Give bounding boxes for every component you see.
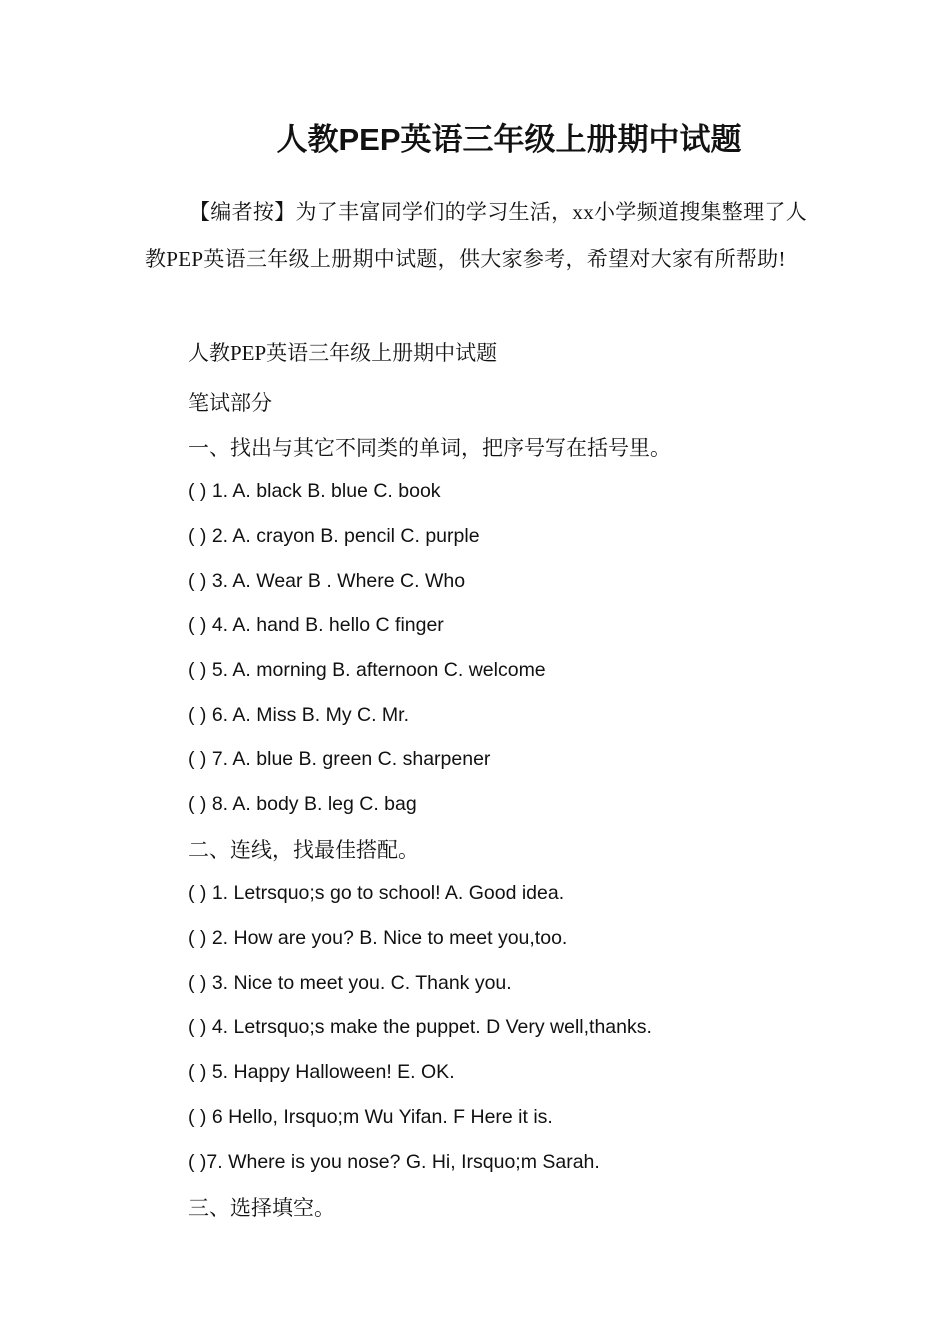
section-2-question: ( ) 1. Letrsquo;s go to school! A. Good idea. [188,882,565,904]
section-1-heading: 一、找出与其它不同类的单词，把序号写在括号里。 [188,436,671,460]
section-2-question: ( ) 4. Letrsquo;s make the puppet. D Very well,thanks. [188,1016,652,1038]
section-1-question: ( ) 7. A. blue B. green C. sharpener [188,748,491,770]
document-title: 人教PEP英语三年级上册期中试题 [276,122,742,157]
section-3-heading: 三、选择填空。 [188,1196,335,1220]
section-1-question: ( ) 3. A. Wear B . Where C. Who [188,570,466,592]
section-2-question: ( ) 3. Nice to meet you. C. Thank you. [188,972,512,994]
section-1-question: ( ) 1. A. black B. blue C. book [188,480,441,502]
section-1-question: ( ) 8. A. body B. leg C. bag [188,793,417,815]
section-1-question: ( ) 5. A. morning B. afternoon C. welcome [188,659,546,681]
written-section-label: 笔试部分 [188,391,272,415]
section-2-question: ( ) 5. Happy Halloween! E. OK. [188,1061,455,1083]
section-2-question: ( )7. Where is you nose? G. Hi, Irsquo;m Sarah. [188,1151,600,1173]
section-1-question: ( ) 2. A. crayon B. pencil C. purple [188,525,480,547]
editor-note-paragraph: 【编者按】为了丰富同学们的学习生活，xx小学频道搜集整理了人教PEP英语三年级上册期中试题，供大家参考，希望对大家有所帮助! [145,200,807,271]
exam-subtitle: 人教PEP英语三年级上册期中试题 [188,341,498,365]
section-1-question: ( ) 6. A. Miss B. My C. Mr. [188,704,410,726]
section-1-question: ( ) 4. A. hand B. hello C finger [188,614,444,636]
section-2-heading: 二、连线，找最佳搭配。 [188,838,419,862]
section-2-question: ( ) 2. How are you? B. Nice to meet you,too. [188,927,568,949]
section-2-question: ( ) 6 Hello, Irsquo;m Wu Yifan. F Here it is. [188,1106,553,1128]
